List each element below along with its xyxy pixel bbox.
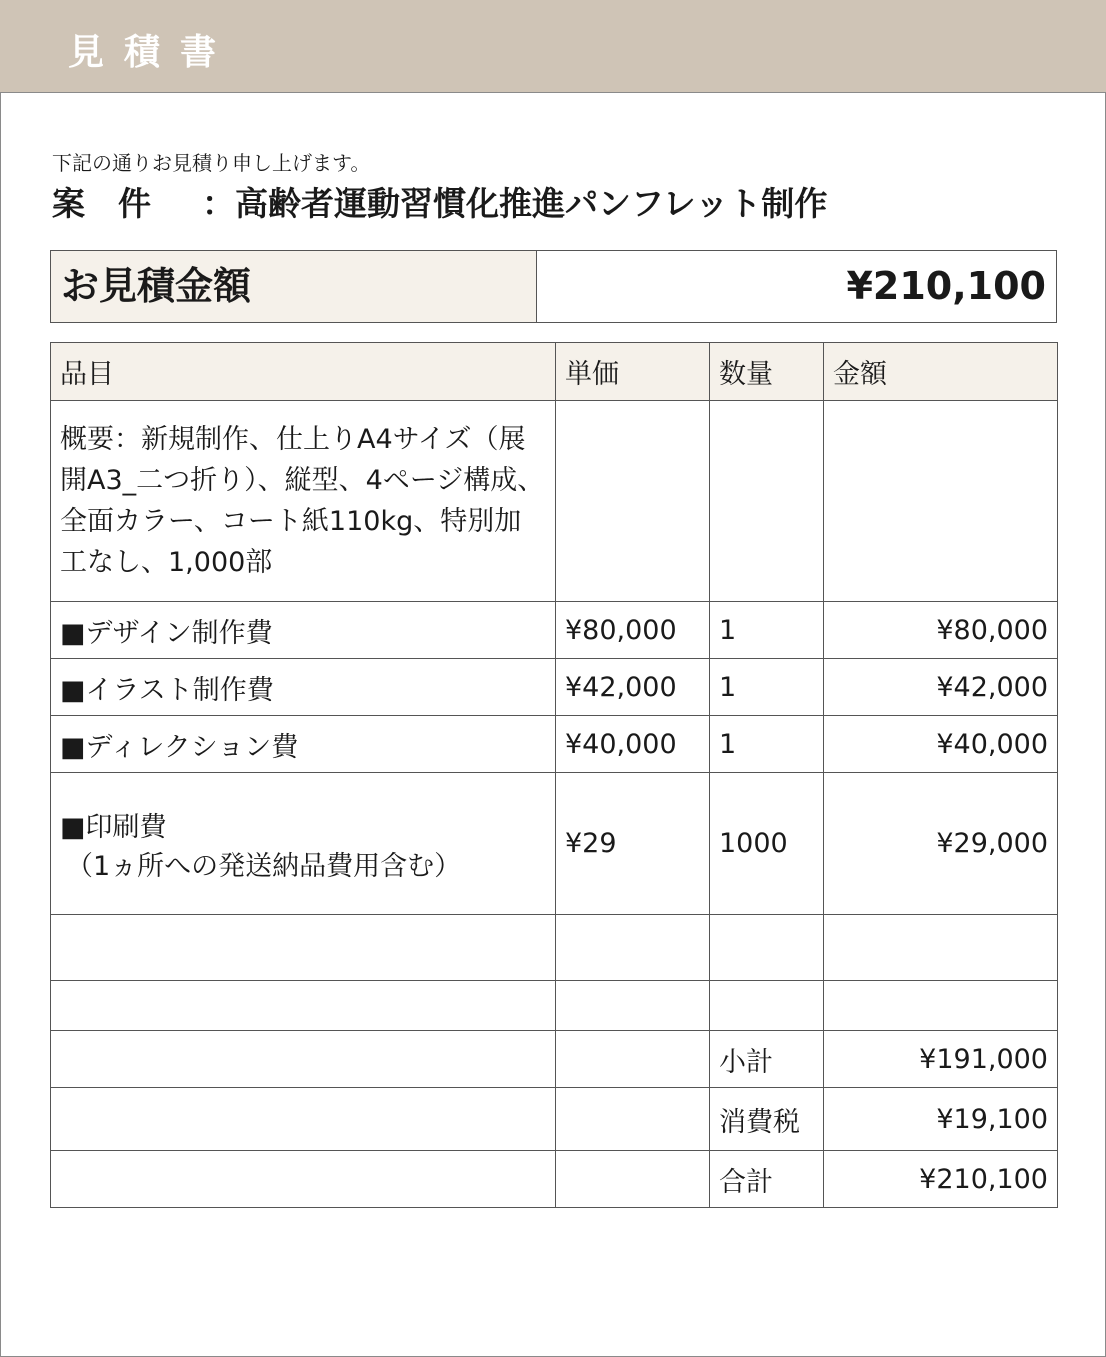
tax-value: ¥19,100 [824,1088,1058,1151]
quantity-cell: 1 [710,716,824,773]
header-amount: 金額 [824,343,1058,401]
unit-price-cell: ¥80,000 [556,602,710,659]
project-line [52,178,827,225]
table-row [51,773,1058,915]
table-header-row [51,343,1058,401]
table-cell [51,1088,556,1151]
grand-total-value: ¥210,100 [824,1151,1058,1208]
quantity-cell: 1 [710,602,824,659]
item-cell: ■デザイン制作費 [51,602,556,659]
tax-label: 消費税 [710,1088,824,1151]
table-cell [710,981,824,1031]
table-cell [556,1088,710,1151]
table-cell [556,401,710,602]
quantity-cell: 1 [710,659,824,716]
item-note: （1ヵ所への発送納品費用含む） [66,850,462,882]
header-unit-price: 単価 [556,343,710,401]
item-cell: ■ディレクション費 [51,716,556,773]
header-item: 品目 [51,343,556,401]
item-name: ■印刷費 [60,811,167,843]
summary-row [51,401,1058,602]
grand-total-label: 合計 [710,1151,824,1208]
table-cell [51,915,556,981]
intro-text: 下記の通りお見積り申し上げます。 [52,151,371,175]
empty-row [51,915,1058,981]
summary-cell: 概要：新規制作、仕上りA4サイズ（展開A3_二つ折り）、縦型、4ページ構成、全面カラー、コート紙110kg、特別加工なし、1,000部 [51,401,556,602]
amount-cell: ¥29,000 [824,773,1058,915]
header-quantity: 数量 [710,343,824,401]
estimate-total-value: ¥210,100 [846,264,1046,308]
table-cell [824,981,1058,1031]
tax-row [51,1088,1058,1151]
subtotal-label: 小計 [710,1031,824,1088]
table-row [51,659,1058,716]
table-cell [51,981,556,1031]
unit-price-cell: ¥42,000 [556,659,710,716]
project-value: ：高齢者運動習慣化推進パンフレット制作 [202,184,828,223]
empty-row [51,981,1058,1031]
subtotal-value: ¥191,000 [824,1031,1058,1088]
amount-cell: ¥40,000 [824,716,1058,773]
table-cell [824,915,1058,981]
table-cell [51,1031,556,1088]
line-items-table [50,342,1058,1208]
unit-price-cell: ¥40,000 [556,716,710,773]
table-cell [51,1151,556,1208]
grand-total-row [51,1151,1058,1208]
table-cell [556,1151,710,1208]
item-cell [51,773,556,915]
estimate-total-box [50,250,1057,323]
table-row [51,716,1058,773]
table-cell [556,1031,710,1088]
header-band [0,0,1106,93]
table-cell [556,915,710,981]
table-row [51,602,1058,659]
table-cell [710,915,824,981]
subtotal-row [51,1031,1058,1088]
table-cell [824,401,1058,602]
project-label: 案 件 [52,184,151,223]
quantity-cell: 1000 [710,773,824,915]
amount-cell: ¥80,000 [824,602,1058,659]
table-cell [556,981,710,1031]
estimate-total-label: お見積金額 [51,251,537,322]
table-cell [710,401,824,602]
item-cell: ■イラスト制作費 [51,659,556,716]
amount-cell: ¥42,000 [824,659,1058,716]
document-title: 見積書 [68,32,237,73]
unit-price-cell: ¥29 [556,773,710,915]
